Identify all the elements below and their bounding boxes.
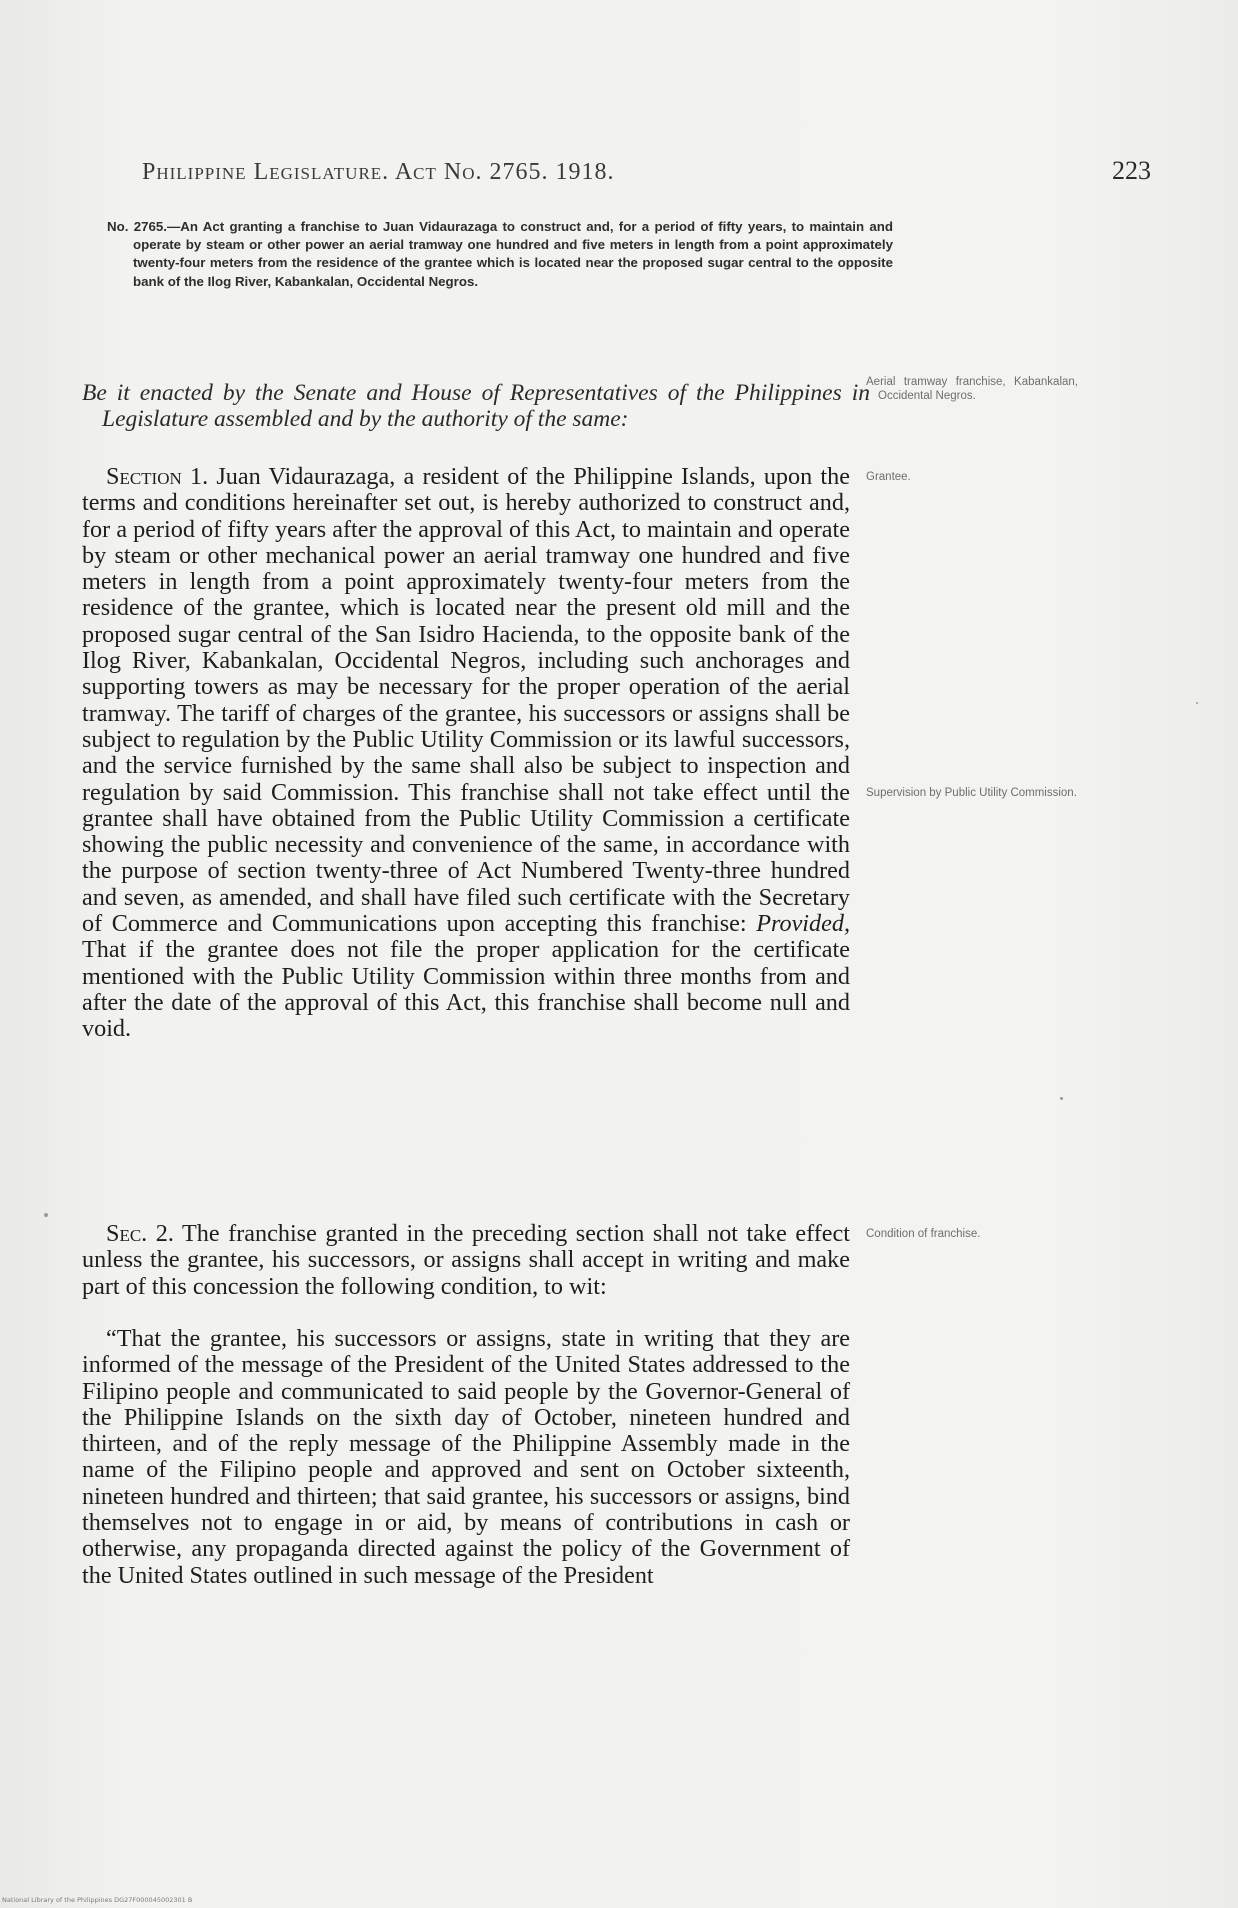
quoted-condition-paragraph: “That the grantee, his successors or assigns, state in writing that they are informed of the message of the President of the United States addressed to the Filipino people and communicated to said people by the Governor-General of the Philippine Islands on the sixth day of October, nineteen hundred and thirteen, and of the reply message of the Philippine Assembly made in the name of the Filipino people and approved and sent on October sixteenth, nineteen hundred and thirteen; that said grantee, his successors or assigns, bind themselves not to engage in or aid, by means of contributions in cash or otherwise, any propaganda directed against the policy of the Government of the United States outlined in such message of the President xyxy=(82,1325,850,1589)
margin-note-grantee: Grantee. xyxy=(866,471,911,483)
page-number: 223 xyxy=(1112,156,1151,185)
scan-speck xyxy=(44,1213,48,1217)
enacting-clause: Be it enacted by the Senate and House of Representatives of the Philippines in Legislature assembled and by the authority of the same: xyxy=(82,380,870,432)
section-1-proviso-text: That if the grantee does not file the proper application for the certificate mentioned with the Public Utility Commission within three months from and after the date of the approval of this Act, this franchise shall become null and void. xyxy=(82,936,850,1043)
running-head: Philippine Legislature. Act No. 2765. 1918. xyxy=(142,159,615,185)
proviso-word: Provided, xyxy=(756,910,850,938)
section-2-paragraph xyxy=(82,1221,850,1300)
section-2-label: Sec. 2. xyxy=(106,1220,174,1247)
act-synopsis: No. 2765.—An Act granting a franchise to Juan Vidaurazaga to construct and, for a period of fifty years, to maintain and operate by steam or other power an aerial tramway one hundred and five meters in length from a point approximately twenty-four meters from the residence of the grantee which is located near the proposed sugar central to the opposite bank of the Ilog River, Kabankalan, Occidental Negros. xyxy=(107,219,893,289)
scan-footer-note: National Library of the Philippines DG27F000045002301 B xyxy=(2,1896,193,1904)
scan-speck xyxy=(1060,1097,1063,1100)
section-1-text: Juan Vidaurazaga, a resident of the Philippine Islands, upon the terms and conditions hereinafter set out, is hereby authorized to construct and, for a period of fifty years after the approval of this Act, to maintain and operate by steam or other mechanical power an aerial tramway one hundred and five meters in length from a point approximately twenty-four meters from the residence of the grantee, which is located near the present old mill and the proposed sugar central of the San Isidro Hacienda, to the opposite bank of the Ilog River, Kabankalan, Occidental Negros, including such anchorages and supporting towers as may be necessary for the proper operation of the aerial tramway. The tariff of charges of the grantee, his successors or assigns shall be subject to regulation by the Public Utility Commission or its lawful successors, and the service furnished by the same shall also be subject to inspection and regulation by said Commission. This franchise shall not take effect until the grantee shall have obtained from the Public Utility Commission a certificate showing the public necessity and convenience of the same, in accordance with the purpose of section twenty-three of Act Numbered Twenty-three hundred and seven, as amended, and shall have filed such certificate with the Secretary of Commerce and Communications upon accepting this franchise: xyxy=(82,463,850,938)
scan-speck xyxy=(1196,702,1198,704)
margin-note-aerial-tramway: Aerial tramway franchise, Kabankalan, Occidental Negros. xyxy=(866,376,1078,402)
margin-note-supervision: Supervision by Public Utility Commission. xyxy=(866,787,1077,799)
section-1-paragraph xyxy=(82,464,850,1043)
margin-note-condition: Condition of franchise. xyxy=(866,1228,981,1240)
section-2-text: The franchise granted in the preceding section shall not take effect unless the grantee, his successors, or assigns shall accept in writing and make part of this concession the following condition, to wit: xyxy=(82,1220,850,1300)
section-1-label: Section 1. xyxy=(106,463,209,490)
